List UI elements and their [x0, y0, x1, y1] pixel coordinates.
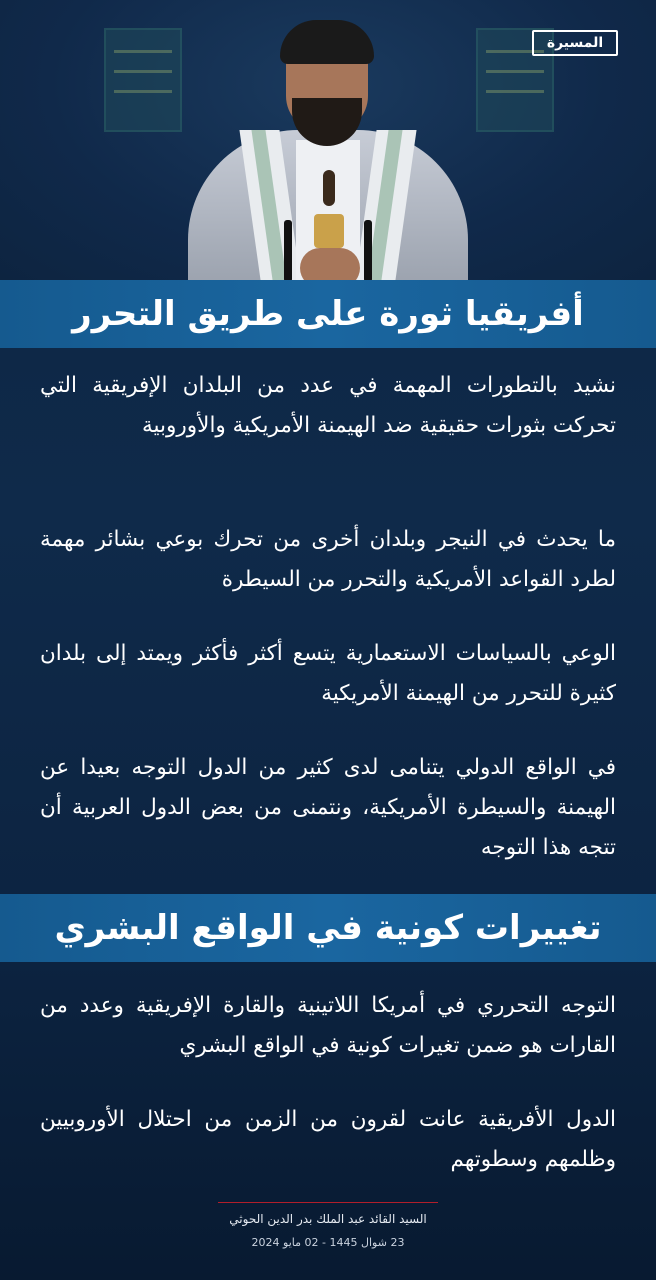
speech-date: 23 شوال 1445 - 02 مايو 2024	[251, 1236, 405, 1249]
signature-divider	[218, 1202, 438, 1203]
jambiya-icon	[314, 170, 344, 250]
header-photo	[0, 0, 656, 280]
quote-paragraph: الوعي بالسياسات الاستعمارية يتسع أكثر فأكثر ويمتد إلى بلدان كثيرة للتحرر من الهيمنة الأمريكية	[40, 641, 616, 706]
headline-banner: أفريقيا ثورة على طريق التحرر	[0, 280, 656, 348]
quote-paragraph: التوجه التحرري في أمريكا اللاتينية والقارة الإفريقية وعدد من القارات هو ضمن تغيرات كونية في الواقع البشري	[40, 993, 616, 1058]
quote-paragraph: الدول الأفريقية عانت لقرون من الزمن من احتلال الأوروبيين وظلمهم وسطوتهم	[40, 1107, 616, 1172]
microphone-icon	[364, 220, 372, 280]
quote-paragraph: نشيد بالتطورات المهمة في عدد من البلدان الإفريقية التي تحركت بثورات حقيقية ضد الهيمنة الأمريكية والأوروبية	[40, 373, 616, 438]
quote-paragraph: في الواقع الدولي يتنامى لدى كثير من الدول التوجه بعيدا عن الهيمنة والسيطرة الأمريكية، ونتمنى من بعض الدول العربية أن تتجه هذا التوجه	[40, 755, 616, 860]
microphone-icon	[284, 220, 292, 280]
speaker-photo	[188, 20, 468, 280]
quote-paragraph: ما يحدث في النيجر وبلدان أخرى من تحرك بوعي بشائر مهمة لطرد القواعد الأمريكية والتحرر من السيطرة	[40, 527, 616, 592]
background-banner-left	[104, 28, 182, 132]
subheadline-banner: تغييرات كونية في الواقع البشري	[0, 894, 656, 962]
brand-logo: المسيرة	[532, 30, 618, 56]
speaker-name: السيد القائد عبد الملك بدر الدين الحوثي	[229, 1212, 427, 1226]
